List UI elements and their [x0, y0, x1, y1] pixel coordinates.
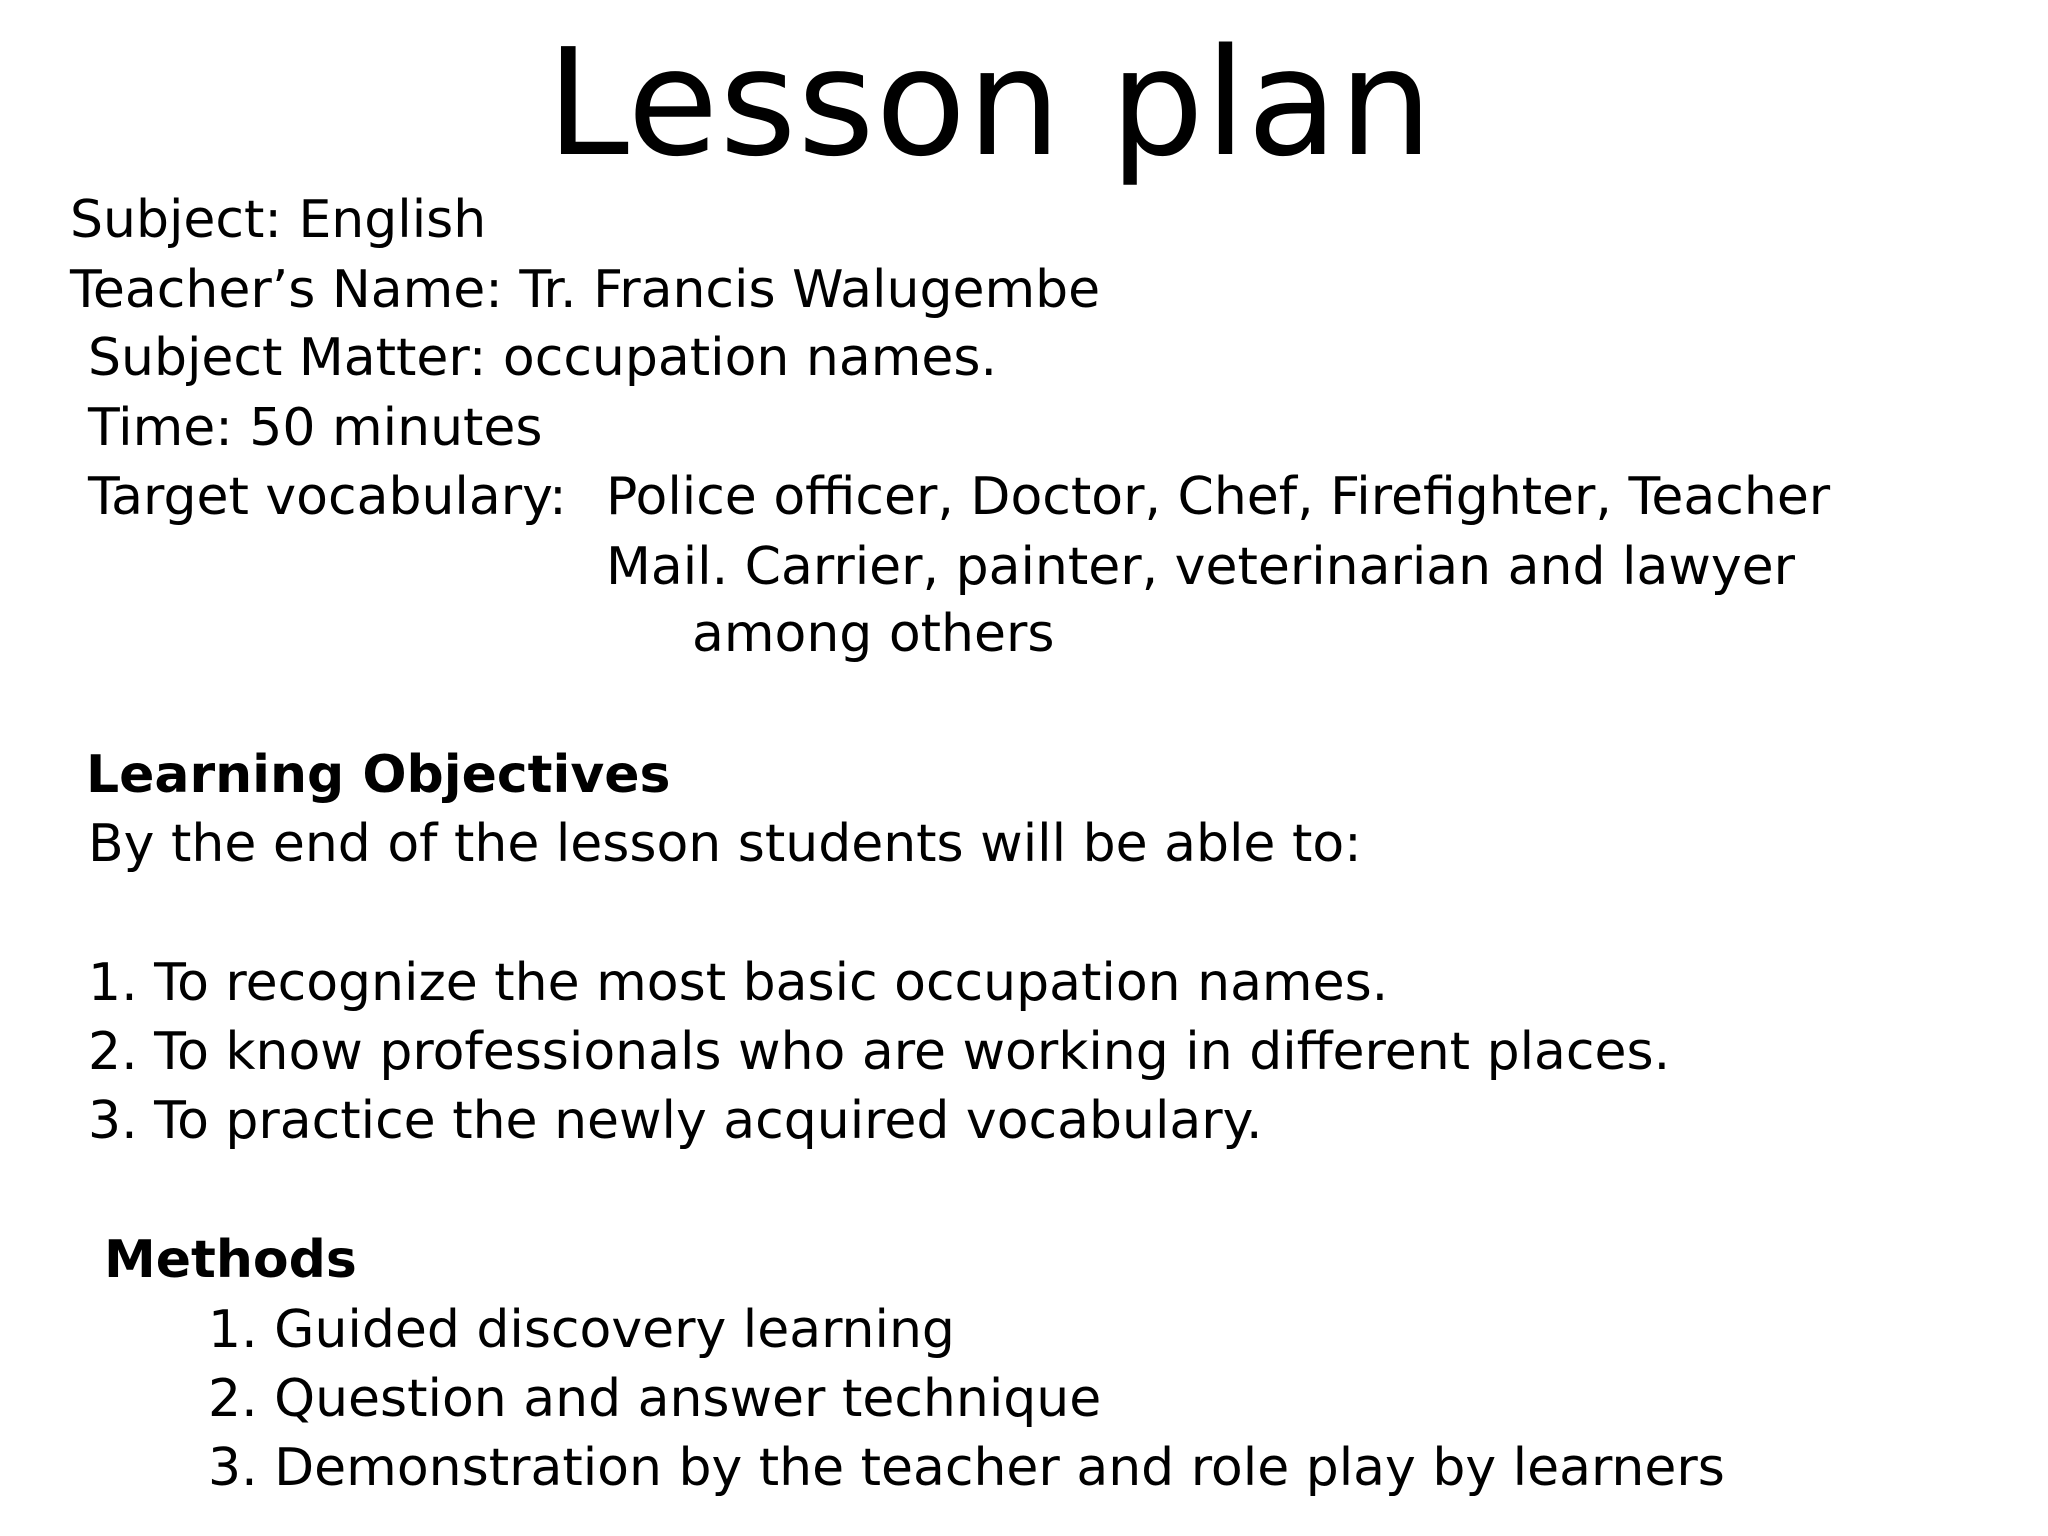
methods-heading: Methods — [104, 1230, 357, 1290]
teacher-name-line: Teacher’s Name: Tr. Francis Walugembe — [70, 260, 1101, 320]
vocabulary-line-3: among others — [692, 604, 1055, 664]
objective-item-2: 2. To know professionals who are working in different places. — [88, 1022, 1671, 1082]
vocabulary-label: Target vocabulary: — [88, 467, 567, 527]
subject-matter-line: Subject Matter: occupation names. — [88, 328, 997, 388]
time-line: Time: 50 minutes — [88, 398, 543, 458]
method-item-1: 1. Guided discovery learning — [208, 1300, 955, 1360]
objective-item-1: 1. To recognize the most basic occupation names. — [88, 953, 1389, 1013]
vocabulary-line-2: Mail. Carrier, painter, veterinarian and lawyer — [606, 537, 1795, 597]
objective-item-3: 3. To practice the newly acquired vocabulary. — [88, 1091, 1263, 1151]
learning-objectives-heading: Learning Objectives — [86, 745, 671, 805]
method-item-2: 2. Question and answer technique — [208, 1369, 1102, 1429]
subject-line: Subject: English — [70, 190, 487, 250]
vocabulary-line-1: Police officer, Doctor, Chef, Firefighter, Teacher — [606, 467, 1831, 527]
page-title: Lesson plan — [546, 17, 1434, 189]
objectives-intro: By the end of the lesson students will be able to: — [88, 814, 1362, 874]
method-item-3: 3. Demonstration by the teacher and role play by learners — [208, 1438, 1725, 1498]
